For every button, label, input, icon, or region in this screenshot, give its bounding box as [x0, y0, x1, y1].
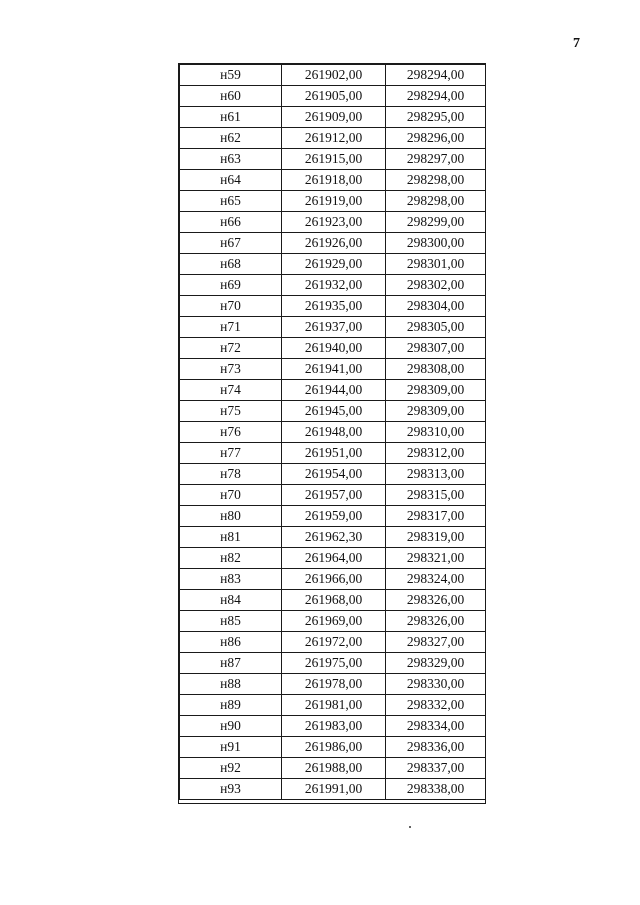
table-row	[180, 233, 486, 254]
point-label-cell: н64	[180, 170, 282, 191]
x-coordinate-cell: 261957,00	[282, 485, 386, 506]
y-coordinate-cell: 298300,00	[386, 233, 486, 254]
point-label-cell: н68	[180, 254, 282, 275]
point-label-cell: н70	[180, 296, 282, 317]
point-label-cell: н90	[180, 716, 282, 737]
table-row	[180, 695, 486, 716]
x-coordinate-cell: 261937,00	[282, 317, 386, 338]
y-coordinate-cell: 298329,00	[386, 653, 486, 674]
coordinates-table	[179, 64, 486, 800]
point-label-cell: н84	[180, 590, 282, 611]
point-label-cell: н73	[180, 359, 282, 380]
y-coordinate-cell: 298309,00	[386, 401, 486, 422]
point-label-cell: н59	[180, 65, 282, 86]
y-coordinate-cell: 298310,00	[386, 422, 486, 443]
y-coordinate-cell: 298337,00	[386, 758, 486, 779]
point-label-cell: н85	[180, 611, 282, 632]
y-coordinate-cell: 298317,00	[386, 506, 486, 527]
point-label-cell: н89	[180, 695, 282, 716]
x-coordinate-cell: 261945,00	[282, 401, 386, 422]
x-coordinate-cell: 261964,00	[282, 548, 386, 569]
table-row	[180, 107, 486, 128]
point-label-cell: н92	[180, 758, 282, 779]
x-coordinate-cell: 261948,00	[282, 422, 386, 443]
y-coordinate-cell: 298299,00	[386, 212, 486, 233]
y-coordinate-cell: 298338,00	[386, 779, 486, 800]
x-coordinate-cell: 261981,00	[282, 695, 386, 716]
table-row	[180, 170, 486, 191]
x-coordinate-cell: 261932,00	[282, 275, 386, 296]
y-coordinate-cell: 298324,00	[386, 569, 486, 590]
point-label-cell: н87	[180, 653, 282, 674]
y-coordinate-cell: 298304,00	[386, 296, 486, 317]
y-coordinate-cell: 298298,00	[386, 170, 486, 191]
y-coordinate-cell: 298308,00	[386, 359, 486, 380]
table-row	[180, 149, 486, 170]
table-row	[180, 128, 486, 149]
point-label-cell: н76	[180, 422, 282, 443]
x-coordinate-cell: 261909,00	[282, 107, 386, 128]
point-label-cell: н63	[180, 149, 282, 170]
y-coordinate-cell: 298312,00	[386, 443, 486, 464]
point-label-cell: н80	[180, 506, 282, 527]
table-row	[180, 443, 486, 464]
table-row	[180, 338, 486, 359]
y-coordinate-cell: 298313,00	[386, 464, 486, 485]
y-coordinate-cell: 298327,00	[386, 632, 486, 653]
y-coordinate-cell: 298301,00	[386, 254, 486, 275]
table-row	[180, 65, 486, 86]
point-label-cell: н69	[180, 275, 282, 296]
y-coordinate-cell: 298294,00	[386, 86, 486, 107]
table-row	[180, 401, 486, 422]
y-coordinate-cell: 298321,00	[386, 548, 486, 569]
x-coordinate-cell: 261915,00	[282, 149, 386, 170]
point-label-cell: н77	[180, 443, 282, 464]
point-label-cell: н70	[180, 485, 282, 506]
table-row	[180, 632, 486, 653]
page-number: 7	[573, 36, 580, 51]
table-row	[180, 758, 486, 779]
x-coordinate-cell: 261962,30	[282, 527, 386, 548]
y-coordinate-cell: 298326,00	[386, 611, 486, 632]
y-coordinate-cell: 298336,00	[386, 737, 486, 758]
table-row	[180, 548, 486, 569]
x-coordinate-cell: 261944,00	[282, 380, 386, 401]
x-coordinate-cell: 261902,00	[282, 65, 386, 86]
point-label-cell: н93	[180, 779, 282, 800]
x-coordinate-cell: 261959,00	[282, 506, 386, 527]
y-coordinate-cell: 298334,00	[386, 716, 486, 737]
y-coordinate-cell: 298309,00	[386, 380, 486, 401]
x-coordinate-cell: 261905,00	[282, 86, 386, 107]
x-coordinate-cell: 261983,00	[282, 716, 386, 737]
point-label-cell: н82	[180, 548, 282, 569]
x-coordinate-cell: 261951,00	[282, 443, 386, 464]
y-coordinate-cell: 298302,00	[386, 275, 486, 296]
x-coordinate-cell: 261923,00	[282, 212, 386, 233]
y-coordinate-cell: 298305,00	[386, 317, 486, 338]
point-label-cell: н86	[180, 632, 282, 653]
x-coordinate-cell: 261988,00	[282, 758, 386, 779]
x-coordinate-cell: 261912,00	[282, 128, 386, 149]
y-coordinate-cell: 298296,00	[386, 128, 486, 149]
stray-dot-mark	[409, 826, 411, 828]
y-coordinate-cell: 298332,00	[386, 695, 486, 716]
x-coordinate-cell: 261940,00	[282, 338, 386, 359]
y-coordinate-cell: 298326,00	[386, 590, 486, 611]
x-coordinate-cell: 261968,00	[282, 590, 386, 611]
table-row	[180, 317, 486, 338]
x-coordinate-cell: 261941,00	[282, 359, 386, 380]
y-coordinate-cell: 298298,00	[386, 191, 486, 212]
x-coordinate-cell: 261975,00	[282, 653, 386, 674]
x-coordinate-cell: 261926,00	[282, 233, 386, 254]
point-label-cell: н60	[180, 86, 282, 107]
table-row	[180, 86, 486, 107]
table-row	[180, 191, 486, 212]
table-row	[180, 254, 486, 275]
y-coordinate-cell: 298330,00	[386, 674, 486, 695]
table-row	[180, 527, 486, 548]
table-row	[180, 716, 486, 737]
table-row	[180, 380, 486, 401]
table-row	[180, 359, 486, 380]
x-coordinate-cell: 261969,00	[282, 611, 386, 632]
x-coordinate-cell: 261972,00	[282, 632, 386, 653]
point-label-cell: н74	[180, 380, 282, 401]
x-coordinate-cell: 261929,00	[282, 254, 386, 275]
point-label-cell: н81	[180, 527, 282, 548]
table-row	[180, 485, 486, 506]
x-coordinate-cell: 261986,00	[282, 737, 386, 758]
y-coordinate-cell: 298294,00	[386, 65, 486, 86]
table-row	[180, 275, 486, 296]
table-row	[180, 296, 486, 317]
point-label-cell: н91	[180, 737, 282, 758]
table-row	[180, 464, 486, 485]
y-coordinate-cell: 298307,00	[386, 338, 486, 359]
coordinates-table-body	[180, 65, 486, 800]
point-label-cell: н65	[180, 191, 282, 212]
y-coordinate-cell: 298319,00	[386, 527, 486, 548]
y-coordinate-cell: 298297,00	[386, 149, 486, 170]
table-row	[180, 653, 486, 674]
table-row	[180, 506, 486, 527]
point-label-cell: н78	[180, 464, 282, 485]
point-label-cell: н71	[180, 317, 282, 338]
table-row	[180, 569, 486, 590]
point-label-cell: н72	[180, 338, 282, 359]
x-coordinate-cell: 261991,00	[282, 779, 386, 800]
y-coordinate-cell: 298315,00	[386, 485, 486, 506]
point-label-cell: н67	[180, 233, 282, 254]
table-row	[180, 611, 486, 632]
table-row	[180, 590, 486, 611]
point-label-cell: н62	[180, 128, 282, 149]
table-row	[180, 422, 486, 443]
x-coordinate-cell: 261935,00	[282, 296, 386, 317]
table-row	[180, 779, 486, 800]
point-label-cell: н66	[180, 212, 282, 233]
x-coordinate-cell: 261954,00	[282, 464, 386, 485]
point-label-cell: н88	[180, 674, 282, 695]
table-row	[180, 737, 486, 758]
table-row	[180, 212, 486, 233]
x-coordinate-cell: 261978,00	[282, 674, 386, 695]
x-coordinate-cell: 261919,00	[282, 191, 386, 212]
point-label-cell: н61	[180, 107, 282, 128]
table-row	[180, 674, 486, 695]
point-label-cell: н75	[180, 401, 282, 422]
x-coordinate-cell: 261918,00	[282, 170, 386, 191]
x-coordinate-cell: 261966,00	[282, 569, 386, 590]
y-coordinate-cell: 298295,00	[386, 107, 486, 128]
point-label-cell: н83	[180, 569, 282, 590]
